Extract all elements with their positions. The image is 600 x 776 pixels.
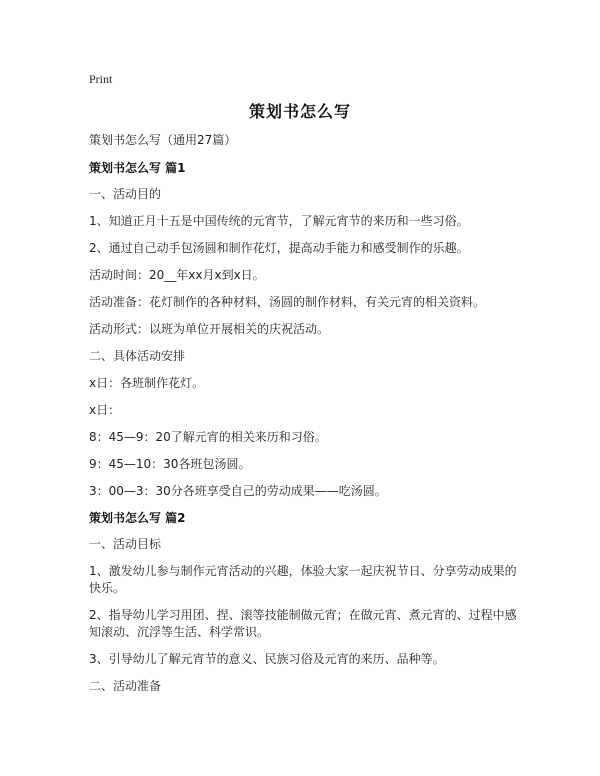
section1-arrange-heading: 二、具体活动安排 [89, 349, 186, 363]
section2-goal-3: 3、引导幼儿了解元宵节的意义、民族习俗及元宵的来历、品种等。 [89, 652, 445, 666]
print-label: Print [89, 72, 113, 86]
section1-schedule-1: 8：45—9：20了解元宵的相关来历和习俗。 [89, 430, 327, 444]
section1-time: 活动时间：20__年xx月x到x日。 [89, 268, 265, 282]
section1-day2: x日： [89, 403, 121, 417]
section2-heading: 策划书怎么写 篇2 [89, 511, 186, 525]
section1-schedule-3: 3：00—3：30分各班享受自己的劳动成果——吃汤圆。 [89, 484, 387, 498]
section1-prep: 活动准备：花灯制作的各种材料，汤圆的制作材料，有关元宵的相关资料。 [89, 295, 486, 309]
document-title: 策划书怎么写 [248, 102, 351, 121]
section2-goal-2: 2、指导幼儿学习用团、捏、滚等技能制做元宵；在做元宵、煮元宵的、过程中感知滚动、沉浮等生活、科学常识。 [89, 608, 517, 639]
section2-goal-heading: 一、活动目标 [89, 537, 162, 551]
section1-goal-heading: 一、活动目的 [89, 187, 162, 201]
section1-heading: 策划书怎么写 篇1 [89, 161, 186, 175]
document-body [89, 132, 519, 695]
section1-goal-2: 2、通过自己动手包汤圆和制作花灯，提高动手能力和感受制作的乐趣。 [89, 241, 469, 255]
section1-day1: x日：各班制作花灯。 [89, 376, 205, 390]
section2-prep-heading: 二、活动准备 [89, 679, 162, 693]
section1-form: 活动形式：以班为单位开展相关的庆祝活动。 [89, 322, 330, 336]
section2-goal-1: 1、激发幼儿参与制作元宵活动的兴趣，体验大家一起庆祝节日、分享劳动成果的快乐。 [89, 564, 517, 595]
document-subtitle: 策划书怎么写（通用27篇） [89, 133, 237, 147]
section1-goal-1: 1、知道正月十五是中国传统的元宵节，了解元宵节的来历和一些习俗。 [89, 214, 469, 228]
section1-schedule-2: 9：45—10：30各班包汤圆。 [89, 457, 251, 471]
